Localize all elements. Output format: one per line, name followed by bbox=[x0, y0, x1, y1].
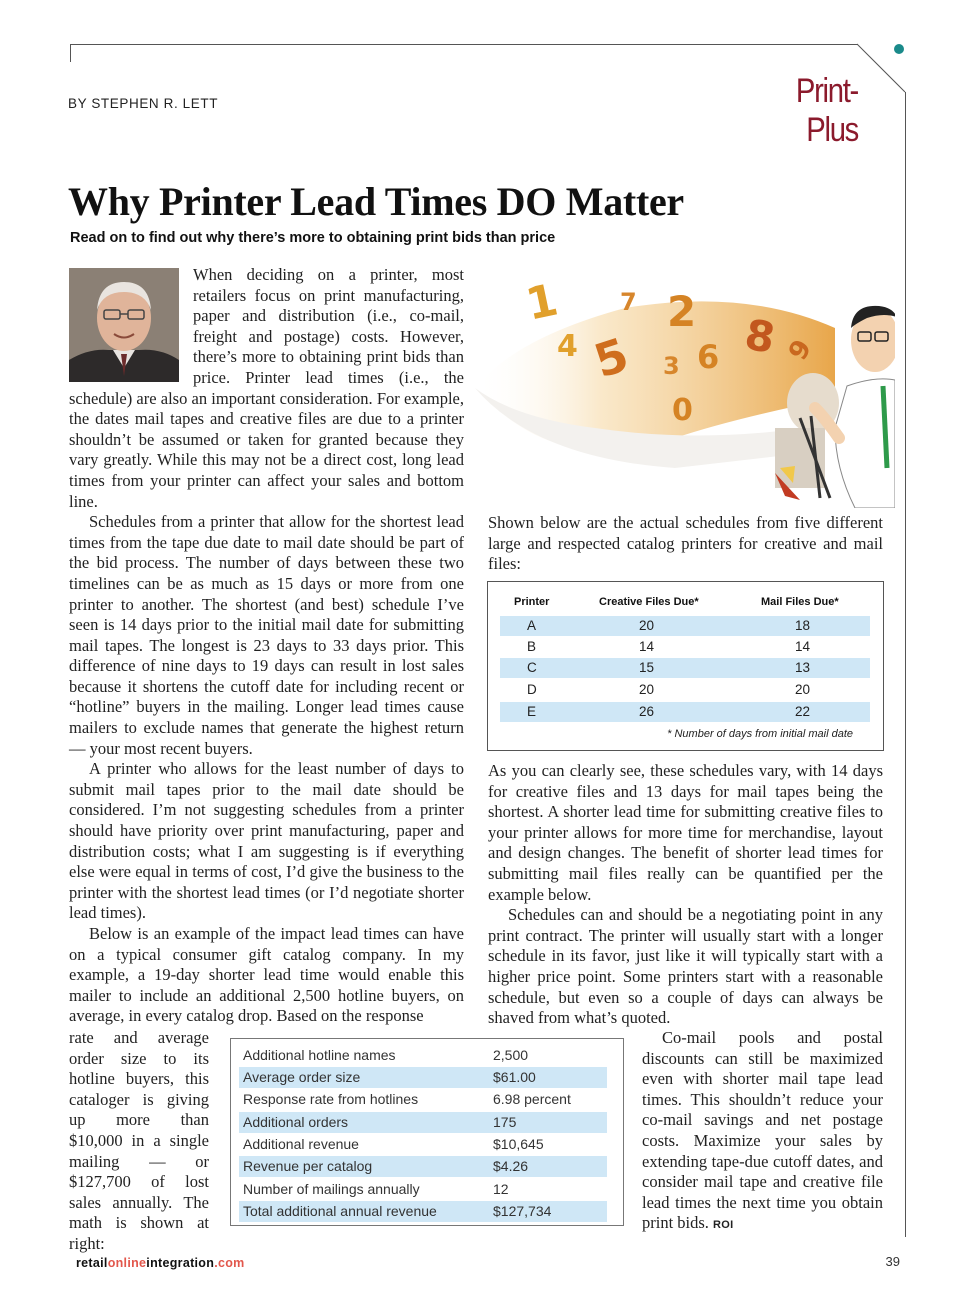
right-column-intro bbox=[488, 513, 883, 575]
calc-label: Additional hotline names bbox=[243, 1047, 396, 1063]
left-column bbox=[69, 265, 464, 1033]
table-row bbox=[500, 702, 870, 722]
table-row bbox=[500, 616, 870, 636]
paragraph-7-text: Co-mail pools and postal discounts can still be maximized even with shorter mail tape lead times. This shouldn’t reduce your co-mail savings and net postage costs. Maximize your sales by extending tape-due cutoff dates, and consider mail tape and creative file lead times the next time you obtain print bids. bbox=[642, 1028, 883, 1233]
calc-value: $10,645 bbox=[493, 1136, 544, 1152]
paragraph-4-continued: rate and average order size to its hotline buyers, this cataloger is giving up more than $10,000 in a single mailing — or $127,700 of lost sales annually. The math is shown at right: bbox=[69, 1028, 209, 1253]
bottom-right-text bbox=[642, 1028, 883, 1236]
paragraph-6: Schedules can and should be a negotiating point in any print contract. The printer will usually start with a longer schedule in its favor, just like it will typically start with a higher price point. Some printers start with a reasonable schedule, but even so a couple of days can always be shaved from what’s quoted. bbox=[488, 905, 883, 1028]
table-row bbox=[239, 1045, 607, 1066]
printer-cell: D bbox=[527, 682, 537, 697]
creative-cell: 14 bbox=[639, 639, 655, 654]
url-part-integration: integration bbox=[146, 1256, 215, 1270]
paragraph-4: Below is an example of the impact lead times can have on a typical consumer gift catalog company. In my example, a 19-day shorter lead time would enable this mailer to include an additional 2,500 hotline buyers, on average, in every catalog drop. Based on the response bbox=[69, 924, 464, 1026]
calc-label: Response rate from hotlines bbox=[243, 1091, 419, 1107]
right-column-body bbox=[488, 761, 883, 1029]
mail-cell: 13 bbox=[795, 660, 811, 675]
printer-cell: C bbox=[527, 660, 537, 675]
digit-9: 9 bbox=[783, 334, 819, 366]
schedule-header-creative: Creative Files Due* bbox=[599, 596, 699, 608]
author-portrait bbox=[69, 268, 179, 382]
digit-6: 6 bbox=[697, 338, 720, 376]
byline: BY STEPHEN R. LETT bbox=[68, 96, 219, 111]
footer-website-link[interactable] bbox=[76, 1256, 245, 1270]
calc-label: Additional revenue bbox=[243, 1136, 359, 1152]
frame-left-tick bbox=[70, 44, 71, 62]
article-subtitle: Read on to find out why there’s more to obtaining print bids than price bbox=[70, 230, 556, 246]
table-row bbox=[239, 1067, 607, 1088]
schedule-header-printer: Printer bbox=[514, 596, 550, 608]
calc-value: 6.98 percent bbox=[493, 1091, 571, 1107]
creative-cell: 26 bbox=[639, 704, 655, 719]
url-part-com: .com bbox=[214, 1256, 245, 1270]
mail-cell: 18 bbox=[795, 618, 811, 633]
accent-dot bbox=[894, 44, 904, 54]
mail-cell: 20 bbox=[795, 682, 811, 697]
section-label: Print-Plus bbox=[795, 72, 858, 149]
calc-value: $4.26 bbox=[493, 1158, 529, 1174]
table-row bbox=[500, 658, 870, 678]
printer-cell: A bbox=[527, 618, 537, 633]
table-row bbox=[239, 1112, 607, 1133]
paragraph-1: When deciding on a printer, most retailers focus on print manufacturing, paper and distribution (i.e., co-mail, freight and postage) costs. However, there’s more to obtaining print bids than price. Printer lead times (i.e., the schedule) are also an important consideration. For example, the dates mail tapes and creative files are due to a printer shouldn’t be assumed or taken for granted because they vary greatly. While this may not be a direct cost, long lead times from your printer can affect your sales and bottom line. bbox=[69, 265, 464, 511]
numbers-illustration bbox=[475, 268, 895, 508]
article-title: Why Printer Lead Times DO Matter bbox=[68, 179, 684, 224]
paragraph-3: A printer who allows for the least number of days to submit mail tapes prior to the mail date should be considered. I’m not suggesting schedules from a printer should have priority over print manufacturing, paper and distribution costs; what I am suggesting is if everything else were equal in terms of cost, I’d give the business to the printer with the shortest lead times (or I’d negotiate shorter lead times). bbox=[69, 759, 464, 923]
creative-cell: 15 bbox=[639, 660, 655, 675]
printer-cell: E bbox=[527, 704, 537, 719]
digit-0: 0 bbox=[672, 393, 693, 428]
mail-cell: 14 bbox=[795, 639, 811, 654]
calc-value: 12 bbox=[493, 1181, 509, 1197]
schedule-header-mail: Mail Files Due* bbox=[761, 596, 839, 608]
bottom-left-text bbox=[69, 1028, 209, 1255]
calc-value: 175 bbox=[493, 1114, 517, 1130]
revenue-calculation-table bbox=[230, 1038, 624, 1226]
calc-label: Total additional annual revenue bbox=[243, 1203, 437, 1219]
roi-end-mark: ROI bbox=[713, 1219, 734, 1232]
table-row bbox=[500, 637, 870, 657]
schedule-intro: Shown below are the actual schedules from five different large and respected catalog printers for creative and mail files: bbox=[488, 513, 883, 574]
digit-5: 5 bbox=[587, 327, 635, 389]
frame-top-line bbox=[70, 44, 858, 45]
table-row bbox=[239, 1201, 607, 1222]
calc-label: Average order size bbox=[243, 1069, 361, 1085]
paragraph-2: Schedules from a printer that allow for the shortest lead times from the tape due date to mail date should be part of the bid process. The number of days between these two timelines can be as much as 15 days or more from one printer to another. The shortest (and best) schedule I’ve seen is 14 days prior to the initial mail date for submitting mail tapes. The longest is 23 days to 33 days prior. This difference of nine days to 19 days can result in lost sales because it shortens the cutoff date for including recent or “hotline” buyers in the mailing. Longer lead times cause mailers to exclude names that generate the highest return — your most recent buyers. bbox=[69, 512, 464, 758]
table-row bbox=[239, 1156, 607, 1177]
calc-label: Revenue per catalog bbox=[243, 1158, 373, 1174]
table-row bbox=[500, 680, 870, 700]
url-part-online: online bbox=[107, 1256, 147, 1270]
paragraph-5: As you can clearly see, these schedules vary, with 14 days for creative files and 13 days for mail tapes being the shortest. A shorter lead time for submitting creative files to your printer allows for more time for merchandise, layout and design changes. The benefit of shorter lead times for submitting mail files really can be quantified per the example below. bbox=[488, 761, 883, 904]
table-row bbox=[239, 1179, 607, 1200]
calc-label: Additional orders bbox=[243, 1114, 349, 1130]
creative-cell: 20 bbox=[639, 618, 655, 633]
creative-cell: 20 bbox=[639, 682, 655, 697]
mail-cell: 22 bbox=[795, 704, 811, 719]
calc-value: $127,734 bbox=[493, 1203, 552, 1219]
digit-3: 3 bbox=[663, 352, 680, 380]
digit-2: 2 bbox=[667, 287, 697, 336]
url-part-retail: retail bbox=[76, 1256, 108, 1270]
calc-value: $61.00 bbox=[493, 1069, 536, 1085]
table-row bbox=[239, 1089, 607, 1110]
table-row bbox=[239, 1134, 607, 1155]
digit-4: 4 bbox=[557, 329, 578, 364]
calc-value: 2,500 bbox=[493, 1047, 529, 1063]
printer-cell: B bbox=[527, 639, 537, 654]
schedule-table bbox=[487, 581, 884, 751]
page-number: 39 bbox=[885, 1254, 900, 1269]
digit-7: 7 bbox=[620, 288, 637, 316]
paragraph-7 bbox=[642, 1028, 883, 1236]
digit-1: 1 bbox=[521, 274, 563, 331]
schedule-footnote: * Number of days from initial mail date bbox=[667, 728, 853, 740]
digit-8: 8 bbox=[741, 309, 779, 363]
frame-right-line bbox=[905, 92, 906, 1237]
calc-label: Number of mailings annually bbox=[243, 1181, 420, 1197]
